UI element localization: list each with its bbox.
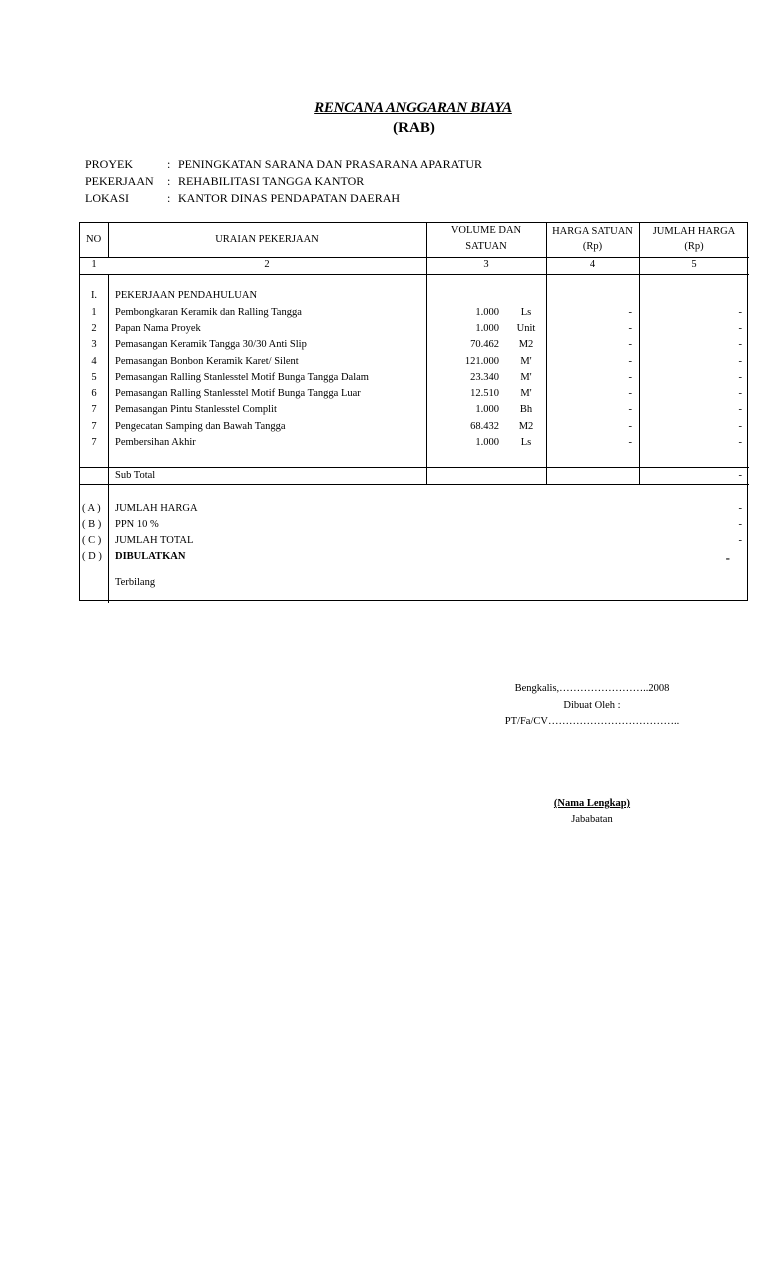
row-unit: M2 <box>518 339 534 350</box>
subtotal-label: Sub Total <box>115 470 156 481</box>
info-colon: : <box>167 191 171 205</box>
row-volume: 121.000 <box>464 356 499 367</box>
place-date: Bengkalis,……………………..2008 <box>514 683 670 694</box>
summary-code: ( D ) <box>82 551 102 562</box>
column-number: 5 <box>691 259 697 270</box>
section-label: PEKERJAAN PENDAHULUAN <box>115 290 258 301</box>
row-no: 2 <box>91 323 97 334</box>
row-volume: 1.000 <box>475 323 499 334</box>
header-jumlah-line2: (Rp) <box>684 241 704 252</box>
row-no: 4 <box>91 356 97 367</box>
row-divider <box>80 467 749 468</box>
row-unit: Bh <box>519 404 533 415</box>
header-uraian: URAIAN PEKERJAAN <box>215 234 319 245</box>
row-unit: M2 <box>518 421 534 432</box>
column-number: 1 <box>91 259 97 270</box>
row-harga: - <box>628 421 632 432</box>
row-jumlah: - <box>738 437 742 448</box>
made-by: Dibuat Oleh : <box>563 700 621 711</box>
info-value-pekerjaan: REHABILITASI TANGGA KANTOR <box>178 174 365 188</box>
header-harga-line1: HARGA SATUAN <box>552 226 633 237</box>
row-no: 7 <box>91 437 97 448</box>
summary-code: ( C ) <box>82 535 102 546</box>
row-desc: Pembongkaran Keramik dan Ralling Tangga <box>115 307 302 318</box>
row-unit: Ls <box>520 307 532 318</box>
summary-value-dibulatkan: - <box>725 550 730 565</box>
row-volume: 1.000 <box>475 404 499 415</box>
row-harga: - <box>628 372 632 383</box>
summary-value: - <box>738 519 742 530</box>
summary-value: - <box>738 535 742 546</box>
info-value-proyek: PENINGKATAN SARANA DAN PRASARANA APARATUR <box>178 157 482 171</box>
header-volume-line1: VOLUME DAN <box>450 225 522 236</box>
info-label-pekerjaan: PEKERJAAN <box>85 174 154 188</box>
row-volume: 70.462 <box>470 339 499 350</box>
summary-code: ( A ) <box>82 503 101 514</box>
row-jumlah: - <box>738 421 742 432</box>
row-unit: M' <box>520 388 532 399</box>
row-unit: M' <box>520 356 532 367</box>
summary-label: JUMLAH HARGA <box>115 503 198 514</box>
document-title: RENCANA ANGGARAN BIAYA <box>314 100 512 116</box>
header-no: NO <box>86 234 102 245</box>
summary-label: JUMLAH TOTAL <box>115 535 194 546</box>
info-colon: : <box>167 174 171 188</box>
row-desc: Pemasangan Bonbon Keramik Karet/ Silent <box>115 356 299 367</box>
row-harga: - <box>628 307 632 318</box>
info-value-lokasi: KANTOR DINAS PENDAPATAN DAERAH <box>178 191 401 205</box>
row-desc: Pengecatan Samping dan Bawah Tangga <box>115 421 286 432</box>
header-volume-line2: SATUAN <box>465 241 507 252</box>
row-jumlah: - <box>738 356 742 367</box>
row-volume: 1.000 <box>475 437 499 448</box>
row-unit: M' <box>520 372 532 383</box>
row-volume: 1.000 <box>475 307 499 318</box>
row-harga: - <box>628 437 632 448</box>
row-harga: - <box>628 404 632 415</box>
row-unit: Ls <box>520 437 532 448</box>
row-jumlah: - <box>738 372 742 383</box>
terbilang-label: Terbilang <box>115 577 156 588</box>
company: PT/Fa/CV……………………………….. <box>504 716 680 727</box>
info-label-lokasi: LOKASI <box>85 191 129 205</box>
info-label-proyek: PROYEK <box>85 157 134 171</box>
summary-label-dibulatkan: DIBULATKAN <box>115 551 186 562</box>
row-desc: Pembersihan Akhir <box>115 437 196 448</box>
row-no: 6 <box>91 388 97 399</box>
summary-label: PPN 10 % <box>115 519 159 530</box>
row-harga: - <box>628 323 632 334</box>
row-no: 1 <box>91 307 97 318</box>
row-no: 3 <box>91 339 97 350</box>
row-jumlah: - <box>738 404 742 415</box>
row-desc: Pemasangan Pintu Stanlesstel Complit <box>115 404 277 415</box>
row-divider <box>80 257 749 258</box>
subtotal-value: - <box>738 470 742 481</box>
column-divider <box>108 275 109 603</box>
row-no: 5 <box>91 372 97 383</box>
header-jumlah-line1: JUMLAH HARGA <box>652 226 736 237</box>
info-colon: : <box>167 157 171 171</box>
row-harga: - <box>628 388 632 399</box>
row-jumlah: - <box>738 307 742 318</box>
document-subtitle: (RAB) <box>393 120 435 136</box>
row-no: 7 <box>91 404 97 415</box>
summary-code: ( B ) <box>82 519 102 530</box>
row-desc: Pemasangan Ralling Stanlesstel Motif Bunga Tangga Luar <box>115 388 361 399</box>
row-no: 7 <box>91 421 97 432</box>
row-divider <box>80 274 749 275</box>
header-harga-line2: (Rp) <box>582 241 603 252</box>
signatory-name: (Nama Lengkap) <box>553 798 631 809</box>
rab-table <box>79 222 748 601</box>
signatory-position: Jababatan <box>571 814 613 825</box>
row-unit: Unit <box>516 323 536 334</box>
row-divider <box>80 484 749 485</box>
row-jumlah: - <box>738 339 742 350</box>
column-number: 3 <box>483 259 489 270</box>
row-desc: Pemasangan Keramik Tangga 30/30 Anti Slip <box>115 339 307 350</box>
section-no: I. <box>90 290 98 301</box>
row-harga: - <box>628 356 632 367</box>
summary-value: - <box>738 503 742 514</box>
row-desc: Pemasangan Ralling Stanlesstel Motif Bunga Tangga Dalam <box>115 372 369 383</box>
row-volume: 12.510 <box>470 388 499 399</box>
row-volume: 23.340 <box>470 372 499 383</box>
row-jumlah: - <box>738 323 742 334</box>
column-number: 4 <box>589 259 596 270</box>
row-jumlah: - <box>738 388 742 399</box>
column-number: 2 <box>264 259 270 270</box>
row-harga: - <box>628 339 632 350</box>
row-desc: Papan Nama Proyek <box>115 323 201 334</box>
row-volume: 68.432 <box>470 421 499 432</box>
